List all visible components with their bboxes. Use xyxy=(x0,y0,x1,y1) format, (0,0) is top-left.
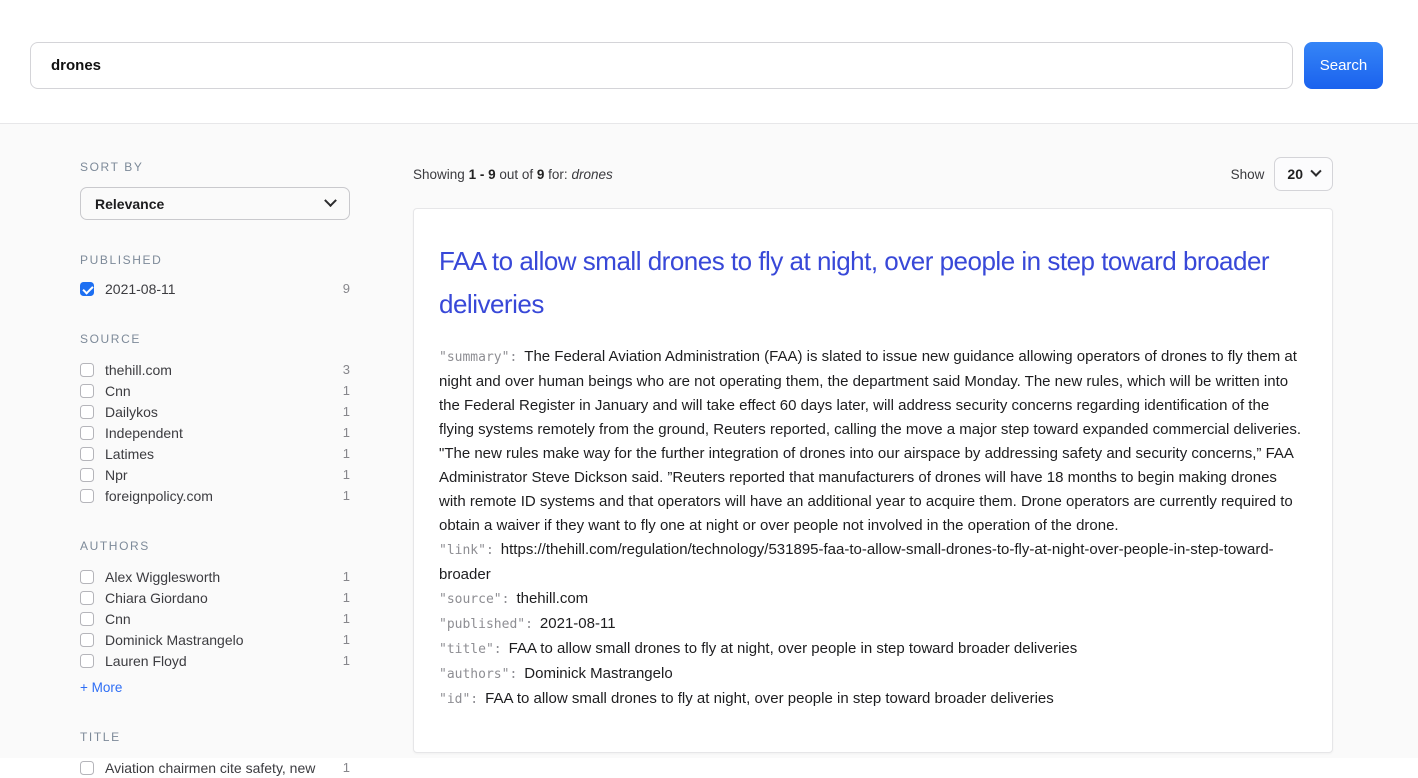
facets-sidebar xyxy=(80,124,350,776)
result-field-published: "published": 2021-08-11 xyxy=(439,615,616,632)
sort-by-label: SORT BY xyxy=(80,160,144,174)
content-area xyxy=(0,124,1418,776)
checkbox-icon[interactable] xyxy=(80,654,94,668)
checkbox-icon[interactable] xyxy=(80,447,94,461)
checkbox-icon[interactable] xyxy=(80,426,94,440)
results-range: 1 - 9 xyxy=(468,166,496,182)
results-panel xyxy=(413,124,1333,758)
page-size-select[interactable] xyxy=(1274,157,1333,191)
checkbox-icon[interactable] xyxy=(80,591,94,605)
facet-item-source-independent[interactable]: Independent 1 xyxy=(80,422,350,443)
results-total: 9 xyxy=(536,166,545,182)
published-label: PUBLISHED xyxy=(80,253,163,267)
facet-section-published xyxy=(80,253,350,299)
facet-item-published-2021-08-11[interactable]: 2021-08-11 9 xyxy=(80,278,350,299)
facet-section-title xyxy=(80,730,350,778)
checkbox-checked-icon[interactable] xyxy=(80,282,94,296)
authors-more-link[interactable]: + More xyxy=(80,680,123,695)
checkbox-icon[interactable] xyxy=(80,633,94,647)
facet-item-author-giordano[interactable]: Chiara Giordano 1 xyxy=(80,587,350,608)
checkbox-icon[interactable] xyxy=(80,363,94,377)
checkbox-icon[interactable] xyxy=(80,761,94,775)
facet-item-source-cnn[interactable]: Cnn 1 xyxy=(80,380,350,401)
facet-item-author-mastrangelo[interactable]: Dominick Mastrangelo 1 xyxy=(80,629,350,650)
facet-item-author-wigglesworth[interactable]: Alex Wigglesworth 1 xyxy=(80,566,350,587)
result-field-authors: "authors": Dominick Mastrangelo xyxy=(439,665,673,682)
facet-item-source-dailykos[interactable]: Dailykos 1 xyxy=(80,401,350,422)
result-title-link[interactable]: FAA to allow small drones to fly at night, over people in step toward broader deliveries xyxy=(439,246,1270,319)
results-query: drones xyxy=(571,166,613,182)
facet-section-source xyxy=(80,332,350,506)
checkbox-icon[interactable] xyxy=(80,468,94,482)
facet-item-source-thehill[interactable]: thehill.com 3 xyxy=(80,359,350,380)
facet-item-author-cnn[interactable]: Cnn 1 xyxy=(80,608,350,629)
sort-select-value: Relevance xyxy=(95,195,165,212)
result-field-link: "link": https://thehill.com/regulation/technology/531895-faa-to-allow-small-drones-to-fly-at-night-over-people-in-step-toward-broader xyxy=(439,541,1274,583)
facet-item-source-latimes[interactable]: Latimes 1 xyxy=(80,443,350,464)
title-label: TITLE xyxy=(80,730,121,744)
page-size-value: 20 xyxy=(1287,166,1303,182)
sort-select[interactable] xyxy=(80,187,350,220)
results-header xyxy=(413,157,1333,191)
result-field-id: "id": FAA to allow small drones to fly at night, over people in step toward broader deliveries xyxy=(439,690,1054,707)
show-label: Show xyxy=(1230,166,1265,182)
facet-section-authors xyxy=(80,539,350,697)
result-field-source: "source": thehill.com xyxy=(439,590,589,607)
checkbox-icon[interactable] xyxy=(80,570,94,584)
checkbox-icon[interactable] xyxy=(80,489,94,503)
facet-item-source-foreignpolicy[interactable]: foreignpolicy.com 1 xyxy=(80,485,350,506)
result-card xyxy=(413,208,1333,753)
chevron-down-icon xyxy=(1310,166,1321,177)
search-input[interactable] xyxy=(30,42,1293,89)
checkbox-icon[interactable] xyxy=(80,384,94,398)
facet-item-title-aviation[interactable]: Aviation chairmen cite safety, new 1 xyxy=(80,757,350,778)
results-count-text: Showing 1 - 9 out of 9 for: drones xyxy=(413,166,613,182)
source-label: SOURCE xyxy=(80,332,141,346)
chevron-down-icon xyxy=(324,194,337,207)
result-field-summary: "summary": The Federal Aviation Administration (FAA) is slated to issue new guidance allowing operators of drones to fly them at night and over human beings who are not operating them, the department said Monday. The new rules, which will be written into the Federal Register in January and will take effect 60 days later, will address security concerns regarding identification of the flying systems remotely from the ground, Reuters reported, calling the move a major step toward expanded commercial deliveries. "The new rules make way for the further integration of drones into our airspace by addressing safety and security concerns,” FAA Administrator Steve Dickson said. ”Reuters reported that manufacturers of drones will have 18 months to begin making drones with remote ID systems and that operators will have an additional year to acquire them. Drone operators are currently required to obtain a waiver if they want to fly one at night or over people not involved in the operation of the drone. xyxy=(439,348,1302,534)
sort-section xyxy=(80,160,350,220)
page-size-control xyxy=(1231,157,1333,191)
facet-item-author-floyd[interactable]: Lauren Floyd 1 xyxy=(80,650,350,671)
result-field-title: "title": FAA to allow small drones to fly at night, over people in step toward broader deliveries xyxy=(439,640,1078,657)
checkbox-icon[interactable] xyxy=(80,405,94,419)
search-header xyxy=(0,0,1418,124)
search-button[interactable]: Search xyxy=(1304,42,1383,89)
authors-label: AUTHORS xyxy=(80,539,150,553)
checkbox-icon[interactable] xyxy=(80,612,94,626)
facet-item-source-npr[interactable]: Npr 1 xyxy=(80,464,350,485)
